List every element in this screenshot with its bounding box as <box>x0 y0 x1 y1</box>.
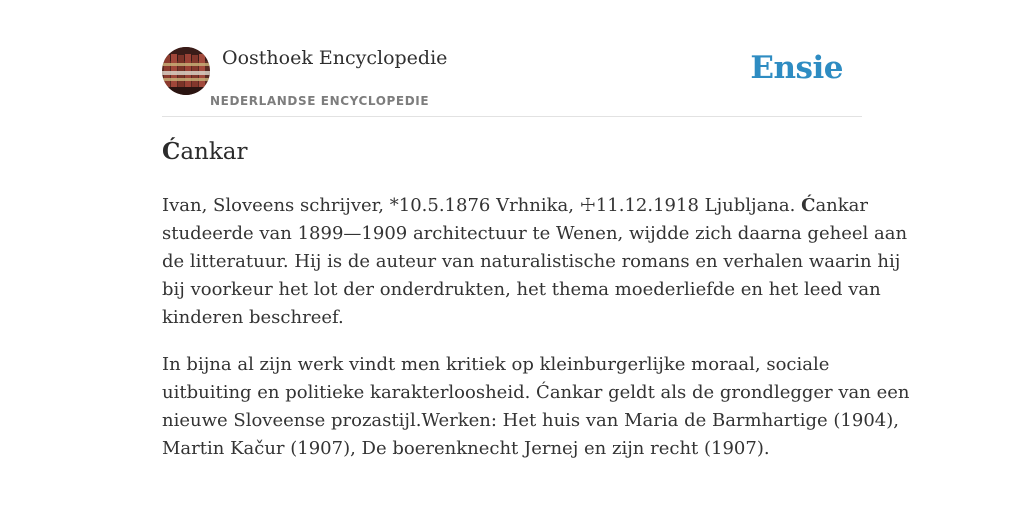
paragraph-1-line-5: kinderen beschreef. <box>162 307 344 328</box>
paragraph-2-line-3: nieuwe Sloveense prozastijl.Werken: Het huis van Maria de Barmhartige (1904), <box>162 410 899 431</box>
paragraph-2-line-4: Martin Kačur (1907), De boerenknecht Jernej en zijn recht (1907). <box>162 438 770 459</box>
paragraph-1-line-3: de litteratuur. Hij is de auteur van naturalistische romans en verhalen waarin hij <box>162 251 901 272</box>
bold-initial: Ć <box>801 195 816 216</box>
article-body <box>162 192 910 482</box>
site-header <box>162 46 862 117</box>
paragraph-1 <box>162 192 908 332</box>
article-title <box>162 138 247 165</box>
ensie-logo[interactable]: Ensie <box>750 50 843 86</box>
paragraph-2 <box>162 351 910 463</box>
bookshelf-image <box>162 47 210 95</box>
title-initial: Ć <box>162 138 181 165</box>
paragraph-2-line-2: uitbuiting en politieke karakterloosheid. Ćankar geldt als de grondlegger van een <box>162 382 910 403</box>
title-rest: ankar <box>180 139 248 165</box>
site-subtitle: NEDERLANDSE ENCYCLOPEDIE <box>210 94 430 108</box>
bookshelf-avatar-icon[interactable] <box>162 47 210 95</box>
paragraph-2-line-1: In bijna al zijn werk vindt men kritiek op kleinburgerlijke moraal, sociale <box>162 354 830 375</box>
paragraph-1-line-1: Ivan, Sloveens schrijver, *10.5.1876 Vrhnika, ☩11.12.1918 Ljubljana. Ćankar <box>162 195 869 216</box>
paragraph-1-line-2: studeerde van 1899—1909 architectuur te Wenen, wijdde zich daarna geheel aan <box>162 223 908 244</box>
site-title[interactable]: Oosthoek Encyclopedie <box>222 47 448 69</box>
paragraph-1-line-4: bij voorkeur het lot der onderdrukten, het thema moederliefde en het leed van <box>162 279 881 300</box>
